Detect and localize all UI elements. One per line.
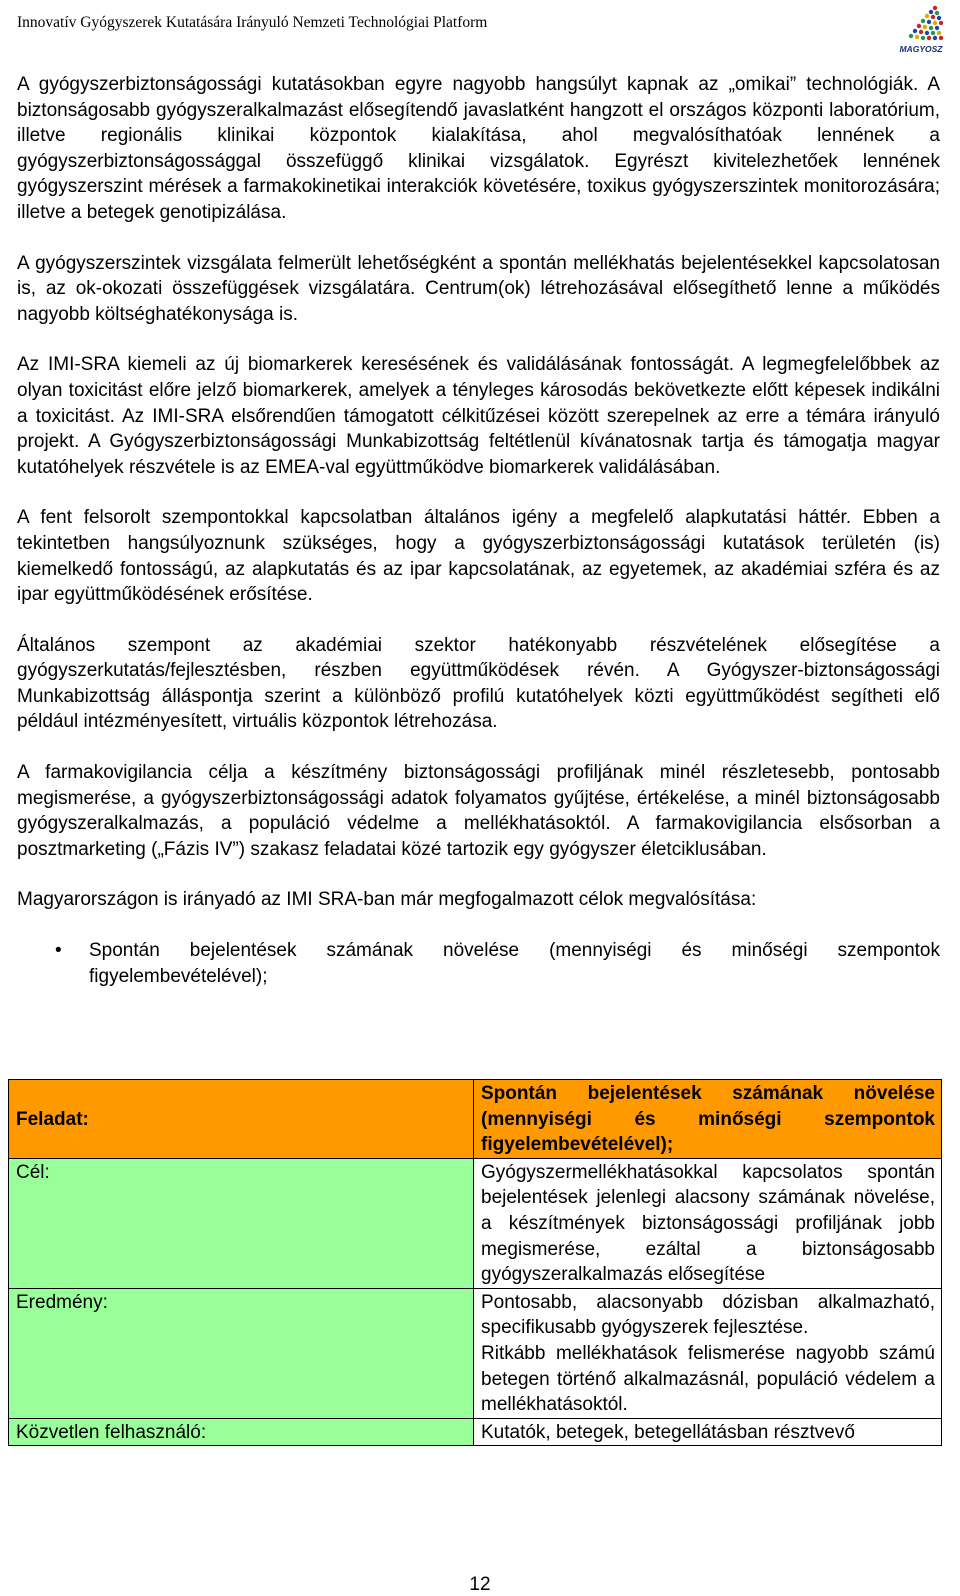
task-value: Spontán bejelentések számának növelése (mennyiségi és minőségi szempontok figyelembevételével); <box>474 1080 942 1159</box>
table-row-user <box>9 1418 942 1446</box>
result-value-1: Pontosabb, alacsonyabb dózisban alkalmazható, specifikusabb gyógyszerek fejlesztése. <box>481 1291 935 1339</box>
user-value: Kutatók, betegek, betegellátásban résztvevő <box>474 1418 942 1446</box>
logo-triangle-dots <box>909 6 943 40</box>
result-value-2: Ritkább mellékhatások felismerése nagyobb számú betegen történő alkalmazásnál, populáció védelem a mellékhatásoktól. <box>481 1342 935 1416</box>
table-row-goal <box>9 1158 942 1288</box>
goal-value: Gyógyszermellékhatásokkal kapcsolatos spontán bejelentések jelenlegi alacsony számának növelése, a készítmények biztonságossági profiljának jobb megismerése, ezáltal a biztonságosabb gyógyszeralkalmazás elősegítése <box>474 1158 942 1288</box>
goal-label: Cél: <box>9 1158 474 1288</box>
paragraph-basic-research: A fent felsorolt szempontokkal kapcsolatban általános igény a megfelelő alapkutatási háttér. Ebben a tekintetben hangsúlyoznunk szükséges, hogy a gyógyszerbiztonságossági kutatások területén (is) kiemelkedő fontosságú, az alapkutatás és az ipar kapcsolatának, az egyetemek, az akadémiai szféra és az ipar együttműködésének erősítése. <box>17 507 940 606</box>
page-header: Innovatív Gyógyszerek Kutatására Irányuló Nemzeti Technológiai Platform <box>17 14 488 31</box>
bullet-icon: • <box>55 940 62 962</box>
paragraph-drug-levels: A gyógyszerszintek vizsgálata felmerült lehetőségként a spontán mellékhatás bejelentésekkel kapcsolatosan is, az ok-okozati összefüggések vizsgálatára. Centrum(ok) létrehozásával elősegíthető lenne a működés nagyobb költséghatékonysága is. <box>17 252 940 325</box>
result-label: Eredmény: <box>9 1288 474 1418</box>
paragraph-biomarkers: Az IMI-SRA kiemeli az új biomarkerek keresésének és validálásának fontosságát. A legmegfelelőbbek az olyan toxicitást előre jelző biomarkerek, amelyek a tényleges károsodás bekövetkezte előtt képesek indikálni a toxicitást. Az IMI-SRA elsőrendűen támogatott célkitűzései között szerepelnek az erre a témára irányuló projekt. A Gyógyszerbiztonságossági Munkabizottság feltétlenül kívánatosnak tartja és támogatja magyar kutatóhelyek részvétele is az EMEA-val együttműködve biomarkerek validálásában. <box>17 354 940 478</box>
table-row-task <box>9 1080 942 1159</box>
paragraph-omics: A gyógyszerbiztonságossági kutatásokban egyre nagyobb hangsúlyt kapnak az „omikai” technológiák. A biztonságosabb gyógyszeralkalmazást elősegítendő javaslatként hangzott el országos központi laboratórium, illetve regionális klinikai központok kialakítása, ahol megvalósíthatóak lennének a gyógyszerbiztonságossággal összefüggő klinikai vizsgálatok. Egyrészt kivitelezhetőek lennének gyógyszerszint mérések a farmakokinetikai interakciók követésére, toxikus gyógyszerszintek monitorozására; illetve a betegek genotipizálása. <box>17 74 940 223</box>
table-row-result <box>9 1288 942 1418</box>
task-table <box>8 1079 942 1446</box>
page-number: 12 <box>469 1574 491 1595</box>
list-item <box>17 938 940 989</box>
paragraph-goals-intro: Magyarországon is irányadó az IMI SRA-ban már megfogalmazott célok megvalósítása: <box>17 889 757 911</box>
task-label: Feladat: <box>9 1080 474 1159</box>
logo-text: MAGYOSZ <box>899 44 943 54</box>
result-value <box>474 1288 942 1418</box>
main-content <box>17 72 940 1019</box>
paragraph-pharmacovigilance: A farmakovigilancia célja a készítmény biztonságossági profiljának minél részletesebb, pontosabb megismerése, a gyógyszerbiztonságossági adatok folyamatos gyűjtése, értékelése, a minél biztonságosabb gyógyszeralkalmazás, a populáció védelme a mellékhatásoktól. A farmakovigilancia elsősorban a posztmarketing („Fázis IV”) szakasz feladatai közé tartozik egy gyógyszer életciklusában. <box>17 762 940 860</box>
list-item-text: Spontán bejelentések számának növelése (mennyiségi és minőségi szempontok figyelembevételével); <box>89 940 940 987</box>
magyosz-logo <box>888 2 946 60</box>
goals-list <box>17 938 940 989</box>
paragraph-academic-sector: Általános szempont az akadémiai szektor hatékonyabb részvételének elősegítése a gyógyszerkutatás/fejlesztésben, részben együttműködések révén. A Gyógyszer-biztonságossági Munkabizottság álláspontja szerint a különböző profilú kutatóhelyek közti együttműködést segítheti elő például intézményesített, virtuális központok létrehozása. <box>17 634 940 733</box>
user-label: Közvetlen felhasználó: <box>9 1418 474 1446</box>
